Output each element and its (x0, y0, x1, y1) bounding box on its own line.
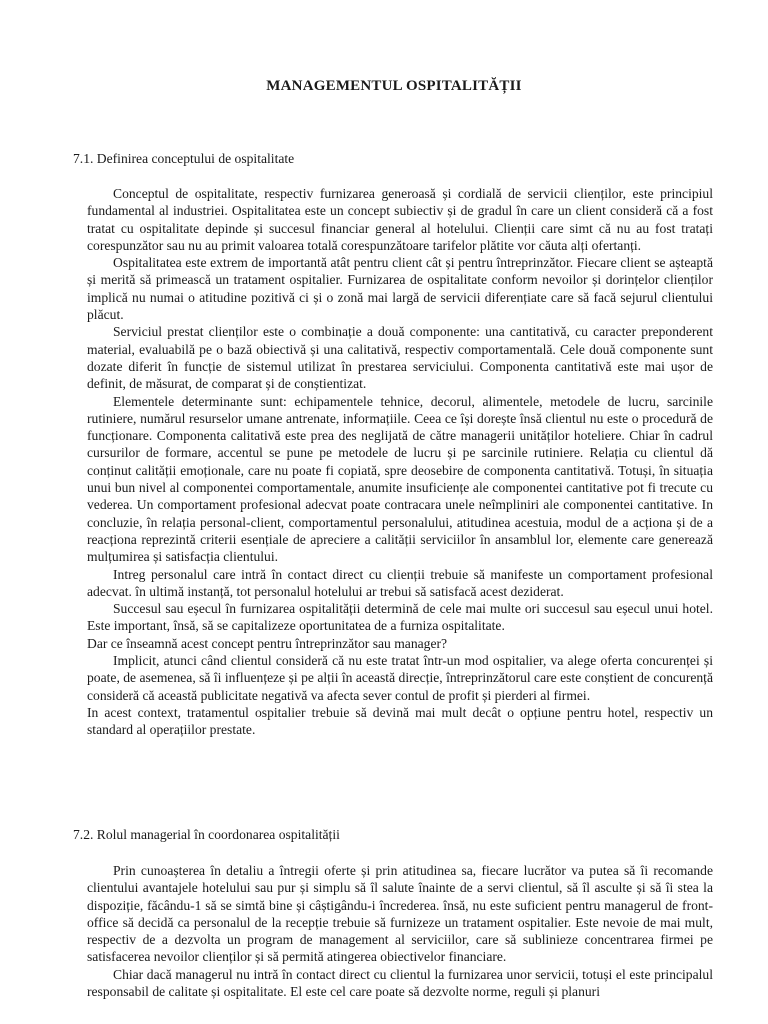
paragraph: Ospitalitatea este extrem de importantă atât pentru client cât și pentru întreprinzător. Fiecare client se așteaptă și merită să primească un tratament ospitalier. Furnizarea de ospitalitate conform nevoilor și dorințelor clienților implică nu numai o atitudine pozitivă ci și o zonă mai largă de servicii diferențiate care să facă sejurul clientului plăcut. (87, 255, 713, 323)
paragraph: Succesul sau eșecul în furnizarea ospitalității determină de cele mai multe ori succesul sau eșecul unui hotel. Este important, însă, să se capitalizeze oportunitatea de a furniza ospitalitate. (87, 601, 713, 634)
paragraph: Elementele determinante sunt: echipamentele tehnice, decorul, alimentele, metodele de lucru, sarcinile rutiniere, numărul resurselor umane antrenate, informațiile. Ceea ce își dorește însă clientul nu este o procedură de funcționare. Componenta calitativă este prea des neglijată de către managerii unităților hoteliere. Chiar în cadrul cursurilor de formare, accentul se pune pe metodele de lucru și pe sarcinile rutiniere. Relația cu clientul dă conținut calității emoționale, care nu poate fi copiată, spre deosebire de componenta cantitativă. Totuși, în situația unui bun nivel al componentei comportamentale, anumite insuficiențe ale componentei cantitative pot fi trecute cu vederea. Un comportament profesional adecvat poate contracara unele neîmpliniri ale componentei cantitative. In concluzie, în relația personal-client, comportamentul personalului, atitudinea acestuia, modul de a acționa și de a reacționa reprezintă criterii esențiale de apreciere a calității serviciilor în ansamblul lor, elemente care generează mulțumirea și satisfacția clientului. (87, 393, 713, 565)
paragraph: Intreg personalul care intră în contact direct cu clienții trebuie să manifeste un comportament profesional adecvat. în ultimă instanță, tot personalul hotelului ar trebui să satisfacă acest deziderat. (87, 566, 713, 599)
paragraph: In acest context, tratamentul ospitalier trebuie să devină mai mult decât o opțiune pentru hotel, respectiv un standard al operațiilor prestate. (87, 704, 713, 738)
paragraph: Conceptul de ospitalitate, respectiv furnizarea generoasă și cordială de servicii clienților, este principiul fundamental al industriei. Ospitalitatea este un concept subiectiv și de gradul în care un client consideră că a fost tratat cu ospitalitate depinde și succesul financiar general al hotelului. Clienții care simt că nu au fost tratați corespunzător sau nu au primit valoarea totală corespunzătoare tarifelor plătite vor căuta alți ofertanți. (87, 186, 713, 253)
document-title: MANAGEMENTUL OSPITALITĂȚII (266, 78, 522, 94)
section-7-2-body (87, 862, 713, 1000)
section-heading-7-2: 7.2. Rolul managerial în coordonarea ospitalității (73, 827, 340, 842)
section-7-1-body (87, 185, 713, 739)
paragraph: Implicit, atunci când clientul consideră că nu este tratat într-un mod ospitalier, va alege oferta concurenței și poate, de asemenea, să îi influențeze și pe alții în această direcție, întreprinzătorul care este conștient de concurență consideră că această publicitate negativă va afecta sever contul de profit și pierderi al firmei. (87, 653, 713, 703)
paragraph: Dar ce înseamnă acest concept pentru întreprinzător sau manager? (87, 635, 448, 651)
section-heading-7-1: 7.1. Definirea conceptului de ospitalitate (73, 151, 295, 166)
paragraph: Chiar dacă managerul nu intră în contact direct cu clientul la furnizarea unor servicii, totuși el este principalul responsabil de calitate și ospitalitate. El este cel care poate să dezvolte norme, reguli și planuri (87, 966, 713, 1000)
paragraph: Serviciul prestat clienților este o combinație a două componente: una cantitativă, cu caracter preponderent material, evaluabilă pe o bază obiectivă și una calitativă, respectiv comportamentală. Cele două componente sunt dozate diferit în funcție de sistemul utilizat în prestarea serviciului. Componenta cantitativă este mai ușor de definit, de măsurat, de comparat și de conștientizat. (87, 324, 713, 392)
paragraph: Prin cunoașterea în detaliu a întregii oferte și prin atitudinea sa, fiecare lucrător va putea să îi recomande clientului avantajele hotelului sau pur și simplu să îl salute înainte de a servi clientul, să îl asculte și să îi stea la dispoziție, făcându-1 să se simtă bine și câștigându-i încrederea. însă, nu este suficient pentru managerul de front-office să decidă ca personalul de la recepție trebuie să furnizeze un tratament ospitalier. Este nevoie de mai mult, respectiv de a dezvolta un program de management al serviciilor, care să sublinieze concentrarea firmei pe satisfacerea nevoilor clienților și să permită atingerea obiectivelor financiare. (87, 863, 713, 965)
